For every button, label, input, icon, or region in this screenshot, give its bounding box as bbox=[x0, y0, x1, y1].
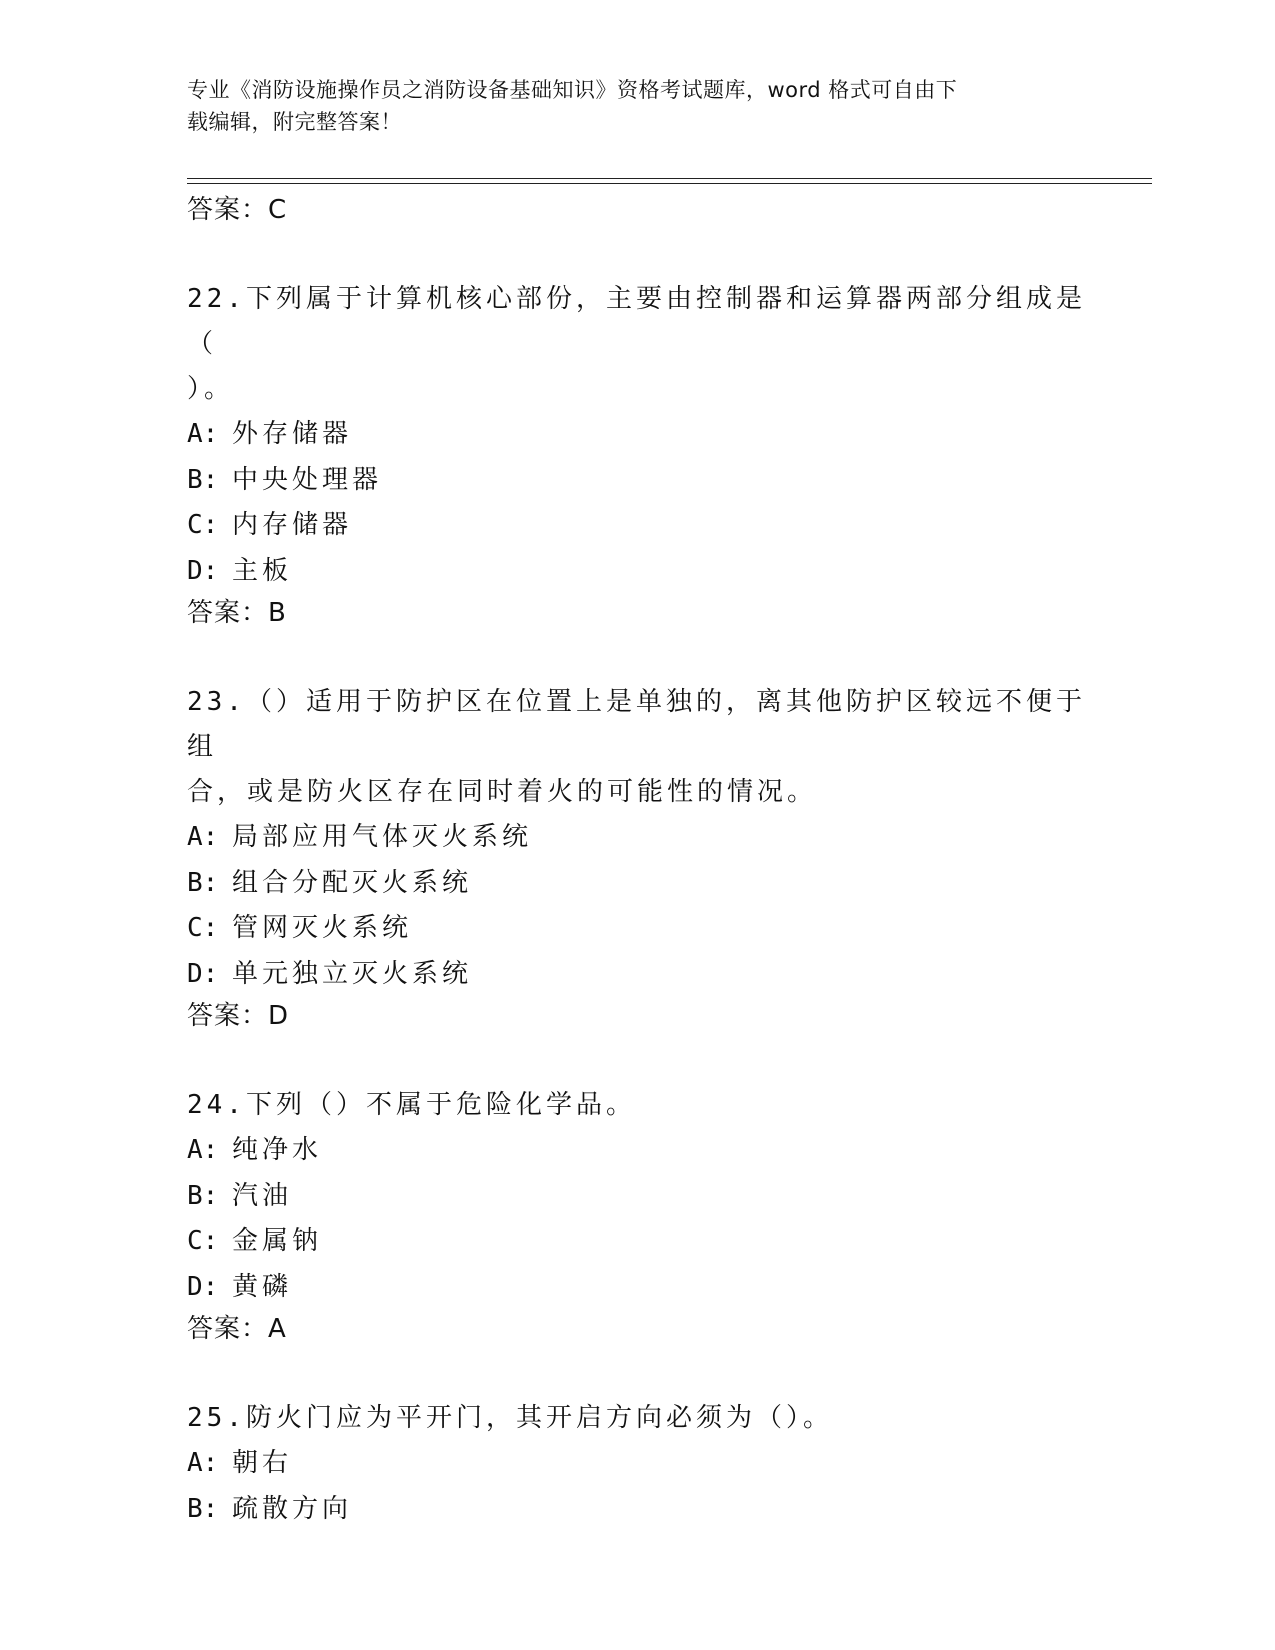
option-letter: A: bbox=[187, 1448, 219, 1478]
option-b bbox=[187, 458, 1087, 504]
question-23 bbox=[187, 680, 1087, 1035]
option-c bbox=[187, 906, 1087, 952]
option-text: 黄磷 bbox=[232, 1271, 293, 1302]
option-letter: B: bbox=[187, 464, 219, 495]
option-letter: C: bbox=[187, 510, 219, 540]
option-text: 中央处理器 bbox=[232, 464, 383, 495]
option-d bbox=[187, 952, 1087, 998]
option-letter: D: bbox=[187, 1271, 219, 1302]
option-text: 外存储器 bbox=[232, 419, 353, 449]
option-letter: B: bbox=[187, 1493, 219, 1524]
option-b bbox=[187, 1487, 1087, 1533]
option-c bbox=[187, 1219, 1087, 1265]
option-a bbox=[187, 1128, 1087, 1174]
option-text: 朝右 bbox=[232, 1448, 293, 1478]
option-text: 疏散方向 bbox=[232, 1493, 353, 1524]
option-text: 汽油 bbox=[232, 1180, 293, 1211]
question-stem-line: 合，或是防火区存在同时着火的可能性的情况。 bbox=[187, 777, 818, 807]
option-d bbox=[187, 549, 1087, 595]
question-stem-line: 24.下列（）不属于危险化学品。 bbox=[187, 1090, 636, 1120]
option-c bbox=[187, 503, 1087, 549]
spacer bbox=[187, 1348, 1087, 1396]
answer-24: 答案：A bbox=[187, 1314, 287, 1344]
question-22 bbox=[187, 277, 1087, 632]
option-letter: B: bbox=[187, 867, 219, 898]
option-letter: A: bbox=[187, 419, 219, 449]
header-rule-top bbox=[187, 178, 1152, 179]
spacer bbox=[187, 1035, 1087, 1083]
option-letter: A: bbox=[187, 1135, 219, 1165]
option-text: 纯净水 bbox=[232, 1135, 323, 1165]
question-stem-line: ）。 bbox=[187, 374, 235, 404]
option-letter: C: bbox=[187, 1226, 219, 1256]
option-b bbox=[187, 861, 1087, 907]
spacer bbox=[187, 632, 1087, 680]
answer-23: 答案：D bbox=[187, 1001, 290, 1031]
option-a bbox=[187, 412, 1087, 458]
question-stem-line: 25.防火门应为平开门，其开启方向必须为（）。 bbox=[187, 1403, 833, 1433]
option-text: 组合分配灭火系统 bbox=[232, 867, 473, 898]
option-b bbox=[187, 1174, 1087, 1220]
option-text: 金属钠 bbox=[232, 1226, 323, 1256]
question-stem-line: 23.（）适用于防护区在位置上是单独的，离其他防护区较远不便于组 bbox=[187, 687, 1086, 762]
header-rule-bottom bbox=[187, 183, 1152, 184]
answer-22: 答案：B bbox=[187, 598, 287, 628]
document-header bbox=[187, 74, 1067, 138]
option-text: 局部应用气体灭火系统 bbox=[232, 822, 533, 852]
option-d bbox=[187, 1265, 1087, 1311]
option-text: 单元独立灭火系统 bbox=[232, 958, 473, 989]
question-stem-line: 22.下列属于计算机核心部份，主要由控制器和运算器两部分组成是（ bbox=[187, 284, 1086, 359]
option-letter: B: bbox=[187, 1180, 219, 1211]
question-list bbox=[187, 191, 1087, 1532]
option-text: 主板 bbox=[232, 555, 293, 586]
option-a bbox=[187, 1441, 1087, 1487]
option-text: 管网灭火系统 bbox=[232, 913, 413, 943]
option-text: 内存储器 bbox=[232, 510, 353, 540]
option-letter: A: bbox=[187, 822, 219, 852]
question-24 bbox=[187, 1083, 1087, 1348]
question-25 bbox=[187, 1396, 1087, 1532]
header-line-2: 载编辑，附完整答案！ bbox=[187, 110, 402, 134]
spacer bbox=[187, 229, 1087, 277]
answer-prev: 答案：C bbox=[187, 195, 288, 225]
option-letter: C: bbox=[187, 913, 219, 943]
option-a bbox=[187, 815, 1087, 861]
header-line-1: 专业《消防设施操作员之消防设备基础知识》资格考试题库，word 格式可自由下 bbox=[187, 78, 958, 102]
option-letter: D: bbox=[187, 555, 219, 586]
option-letter: D: bbox=[187, 958, 219, 989]
